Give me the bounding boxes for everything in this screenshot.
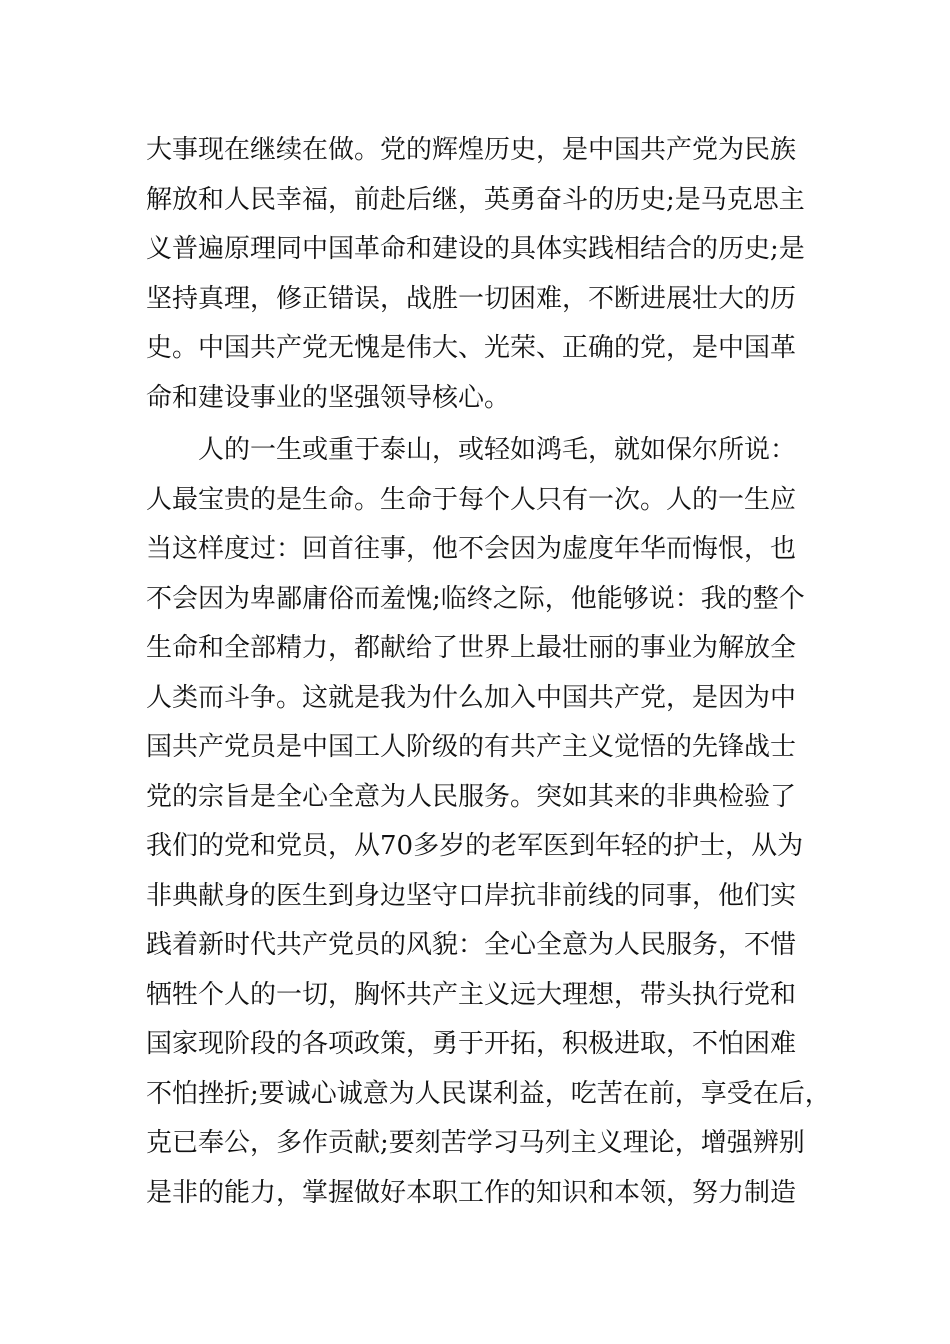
paragraph-2 [146, 426, 836, 1218]
paragraph-1 [146, 126, 836, 423]
text-line: 生命和全部精力，都献给了世界上最壮丽的事业为解放全 [146, 633, 797, 663]
text-line: 命和建设事业的坚强领导核心。 [146, 382, 511, 413]
text-line: 非典献身的医生到身边坚守口岸抗非前线的同事，他们实 [146, 880, 797, 911]
text-line: 大事现在继续在做。党的辉煌历史，是中国共产党为民族 [146, 135, 797, 165]
text-line: 解放和人民幸福，前赴后继，英勇奋斗的历史;是马克思主 [146, 184, 805, 215]
text-line: 国共产党员是中国工人阶级的有共产主义觉悟的先锋战士 [146, 732, 797, 762]
text-line: 不怕挫折;要诚心诚意为人民谋利益，吃苦在前，享受在后， [146, 1078, 831, 1109]
text-line: 牺牲个人的一切，胸怀共产主义远大理想，带头执行党和 [146, 979, 797, 1010]
text-line: 党的宗旨是全心全意为人民服务。突如其来的非典检验了 [146, 781, 797, 812]
text-line: 人最宝贵的是生命。生命于每个人只有一次。人的一生应 [146, 484, 797, 515]
text-line: 坚持真理，修正错误，战胜一切困难，不断进展壮大的历 [146, 283, 797, 314]
text-line: 国家现阶段的各项政策，勇于开拓，积极进取，不怕困难 [146, 1029, 797, 1059]
text-line: 我们的党和党员，从70多岁的老军医到年轻的护士，从为 [146, 831, 804, 861]
text-line: 践着新时代共产党员的风貌：全心全意为人民服务，不惜 [146, 930, 797, 960]
text-line: 义普遍原理同中国革命和建设的具体实践相结合的历史;是 [146, 234, 805, 264]
text-line: 不会因为卑鄙庸俗而羞愧;临终之际，他能够说：我的整个 [146, 583, 805, 614]
text-line: 人类而斗争。这就是我为什么加入中国共产党，是因为中 [146, 682, 797, 713]
text-line: 当这样度过：回首往事，他不会因为虚度年华而悔恨，也 [146, 534, 797, 564]
text-line: 克已奉公，多作贡献;要刻苦学习马列主义理论，增强辨别 [146, 1128, 805, 1158]
text-line: 人的一生或重于泰山，或轻如鸿毛，就如保尔所说： [146, 435, 797, 465]
text-line: 是非的能力，掌握做好本职工作的知识和本领，努力制造 [146, 1177, 797, 1208]
text-line: 史。中国共产党无愧是伟大、光荣、正确的党，是中国革 [146, 333, 797, 363]
